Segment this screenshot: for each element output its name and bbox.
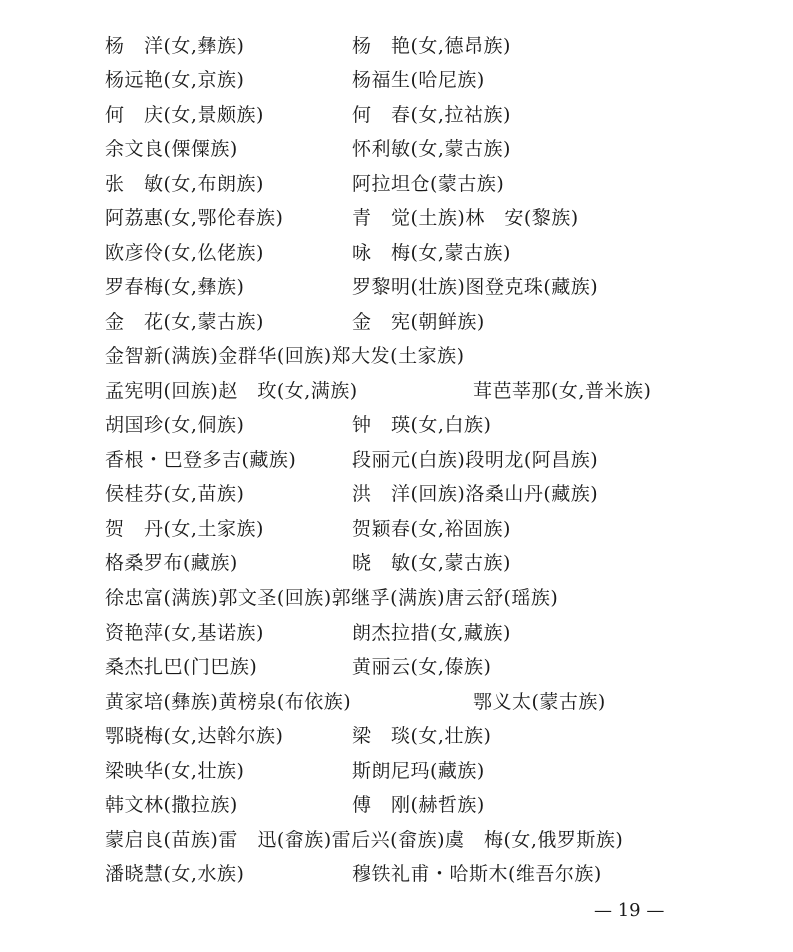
name-entry: 梁映华(女,壮族): [105, 760, 245, 782]
name-entry: 怀利敏(女,蒙古族): [352, 138, 511, 160]
page-number: — 19 —: [594, 900, 665, 921]
name-entry: 金 花(女,蒙古族): [105, 311, 264, 333]
name-list-line: [0, 480, 793, 508]
name-entry: 茸芭莘那(女,普米族): [473, 380, 652, 402]
name-entry: 胡国珍(女,侗族): [105, 414, 245, 436]
name-list-line: [0, 619, 793, 647]
name-entry: 孟宪明(回族)赵 玫(女,满族): [105, 380, 358, 402]
name-list-line: [0, 446, 793, 474]
name-list-line: [0, 791, 793, 819]
name-entry: 侯桂芬(女,苗族): [105, 483, 245, 505]
name-list-line: [0, 515, 793, 543]
name-entry: 何 春(女,拉祜族): [352, 104, 511, 126]
name-entry: 阿拉坦仓(蒙古族): [352, 173, 505, 195]
name-list-line: [0, 549, 793, 577]
name-entry: 桑杰扎巴(门巴族): [105, 656, 258, 678]
name-list-line: [0, 273, 793, 301]
name-entry: 钟 瑛(女,白族): [352, 414, 492, 436]
name-entry: 蒙启良(苗族)雷 迅(畲族)雷后兴(畲族)虞 梅(女,俄罗斯族): [105, 829, 624, 851]
name-entry: 杨远艳(女,京族): [105, 69, 245, 91]
name-entry: 香根・巴登多吉(藏族): [105, 449, 297, 471]
name-entry: 段丽元(白族)段明龙(阿昌族): [352, 449, 599, 471]
name-list-line: [0, 722, 793, 750]
name-entry: 朗杰拉措(女,藏族): [352, 622, 511, 644]
name-entry: 金 宪(朝鲜族): [352, 311, 485, 333]
name-list-line: [0, 688, 793, 716]
name-entry: 韩文林(撒拉族): [105, 794, 238, 816]
name-entry: 资艳萍(女,基诺族): [105, 622, 264, 644]
name-entry: 鄂晓梅(女,达斡尔族): [105, 725, 284, 747]
name-entry: 斯朗尼玛(藏族): [352, 760, 485, 782]
name-list-line: [0, 204, 793, 232]
name-entry: 欧彦伶(女,仫佬族): [105, 242, 264, 264]
name-list-line: [0, 101, 793, 129]
name-entry: 晓 敏(女,蒙古族): [352, 552, 511, 574]
name-entry: 徐忠富(满族)郭文圣(回族)郭继孚(满族)唐云舒(瑶族): [105, 587, 559, 609]
name-entry: 潘晓慧(女,水族): [105, 863, 245, 885]
name-list-line: [0, 757, 793, 785]
name-entry: 青 觉(土族)林 安(黎族): [352, 207, 579, 229]
name-list-line: [0, 653, 793, 681]
name-entry: 梁 琰(女,壮族): [352, 725, 492, 747]
name-list-line: [0, 860, 793, 888]
name-entry: 格桑罗布(藏族): [105, 552, 238, 574]
name-entry: 洪 洋(回族)洛桑山丹(藏族): [352, 483, 599, 505]
name-list-line: [0, 377, 793, 405]
name-entry: 余文良(傈僳族): [105, 138, 238, 160]
name-entry: 何 庆(女,景颇族): [105, 104, 264, 126]
name-entry: 穆铁礼甫・哈斯木(维吾尔族): [352, 863, 602, 885]
name-entry: 杨福生(哈尼族): [352, 69, 485, 91]
name-entry: 杨 洋(女,彝族): [105, 35, 245, 57]
name-entry: 阿荔惠(女,鄂伦春族): [105, 207, 284, 229]
name-entry: 罗春梅(女,彝族): [105, 276, 245, 298]
name-entry: 贺 丹(女,土家族): [105, 518, 264, 540]
name-entry: 杨 艳(女,德昂族): [352, 35, 511, 57]
name-list-line: [0, 342, 793, 370]
name-entry: 黄家培(彝族)黄榜泉(布依族): [105, 691, 352, 713]
name-entry: 黄丽云(女,傣族): [352, 656, 492, 678]
name-entry: 金智新(满族)金群华(回族)郑大发(土家族): [105, 345, 465, 367]
name-list-line: [0, 32, 793, 60]
name-entry: 咏 梅(女,蒙古族): [352, 242, 511, 264]
name-entry: 鄂义太(蒙古族): [473, 691, 606, 713]
name-list-line: [0, 584, 793, 612]
name-list-line: [0, 411, 793, 439]
name-entry: 傅 刚(赫哲族): [352, 794, 485, 816]
name-list-line: [0, 170, 793, 198]
name-list-line: [0, 826, 793, 854]
name-entry: 张 敏(女,布朗族): [105, 173, 264, 195]
name-entry: 贺颖春(女,裕固族): [352, 518, 511, 540]
name-entry: 罗黎明(壮族)图登克珠(藏族): [352, 276, 599, 298]
name-list-line: [0, 239, 793, 267]
name-list-line: [0, 308, 793, 336]
name-list-line: [0, 135, 793, 163]
name-list-line: [0, 66, 793, 94]
